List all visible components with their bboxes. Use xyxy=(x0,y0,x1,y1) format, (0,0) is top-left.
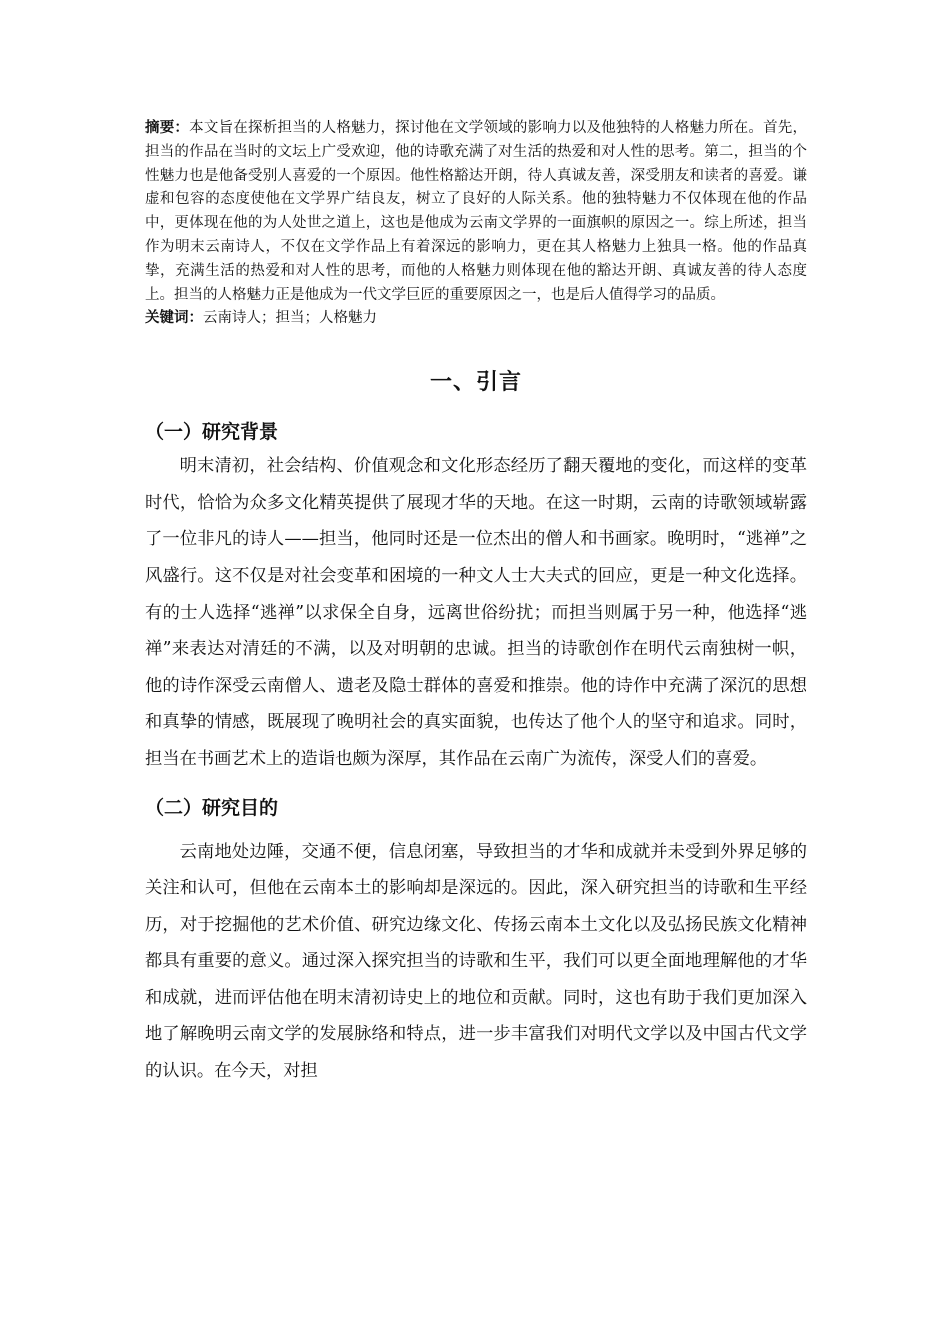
section-title-purpose: （二）研究目的 xyxy=(145,796,279,819)
section-body-purpose: 云南地处边陲，交通不便，信息闭塞，导致担当的才华和成就并未受到外界足够的关注和认可，但他在云南本土的影响却是深远的。因此，深入研究担当的诗歌和生平经历，对于挖掘他的艺术价值、研究边缘文化、传扬云南本土文化以及弘扬民族文化精神都具有重要的意义。通过深入探究担当的诗歌和生平，我们可以更全面地理解他的才华和成就，进而评估他在明末清初诗史上的地位和贡献。同时，这也有助于我们更加深入地了解晚明云南文学的发展脉络和特点，进一步丰富我们对明代文学以及中国古代文学的认识。在今天，对担 xyxy=(145,841,807,1082)
document-page xyxy=(145,117,807,1090)
abstract-paragraph xyxy=(145,117,807,307)
section-title-background: （一）研究背景 xyxy=(145,421,279,444)
abstract-text: 本文旨在探析担当的人格魅力，探讨他在文学领域的影响力以及他独特的人格魅力所在。首先，担当的作品在当时的文坛上广受欢迎，他的诗歌充满了对生活的热爱和对人性的思考。第二，担当的个性魅力也是他备受别人喜爱的一个原因。他性格豁达开朗，待人真诚友善，深受朋友和读者的喜爱。谦虚和包容的态度使他在文学界广结良友，树立了良好的人际关系。他的独特魅力不仅体现在他的作品中，更体现在他的为人处世之道上，这也是他成为云南文学界的一面旗帜的原因之一。综上所述，担当作为明末云南诗人，不仅在文学作品上有着深远的影响力，更在其人格魅力上独具一格。他的作品真挚，充满生活的热爱和对人性的思考，而他的人格魅力则体现在他的豁达开朗、真诚友善的待人态度上。担当的人格魅力正是他成为一代文学巨匠的重要原因之一，也是后人值得学习的品质。 xyxy=(145,120,808,303)
keywords-line xyxy=(145,307,807,331)
section-body-background: 明末清初，社会结构、价值观念和文化形态经历了翻天覆地的变化，而这样的变革时代，恰恰为众多文化精英提供了展现才华的天地。在这一时期，云南的诗歌领域崭露了一位非凡的诗人——担当，他同时还是一位杰出的僧人和书画家。晚明时，“逃禅”之风盛行。这不仅是对社会变革和困境的一种文人士大夫式的回应，更是一种文化选择。有的士人选择“逃禅”以求保全自身，远离世俗纷扰；而担当则属于另一种，他选择“逃禅”来表达对清廷的不满，以及对明朝的忠诚。担当的诗歌创作在明代云南独树一帜，他的诗作深受云南僧人、遗老及隐士群体的喜爱和推崇。他的诗作中充满了深沉的思想和真挚的情感，既展现了晚明社会的真实面貌，也传达了他个人的坚守和追求。同时，担当在书画艺术上的造诣也颇为深厚，其作品在云南广为流传，深受人们的喜爱。 xyxy=(145,456,807,769)
keywords-label: 关键词： xyxy=(145,310,203,327)
chapter-title: 一、引言 xyxy=(429,370,522,396)
abstract-label: 摘要： xyxy=(145,120,190,136)
keywords-text: 云南诗人；担当；人格魅力 xyxy=(203,310,377,327)
